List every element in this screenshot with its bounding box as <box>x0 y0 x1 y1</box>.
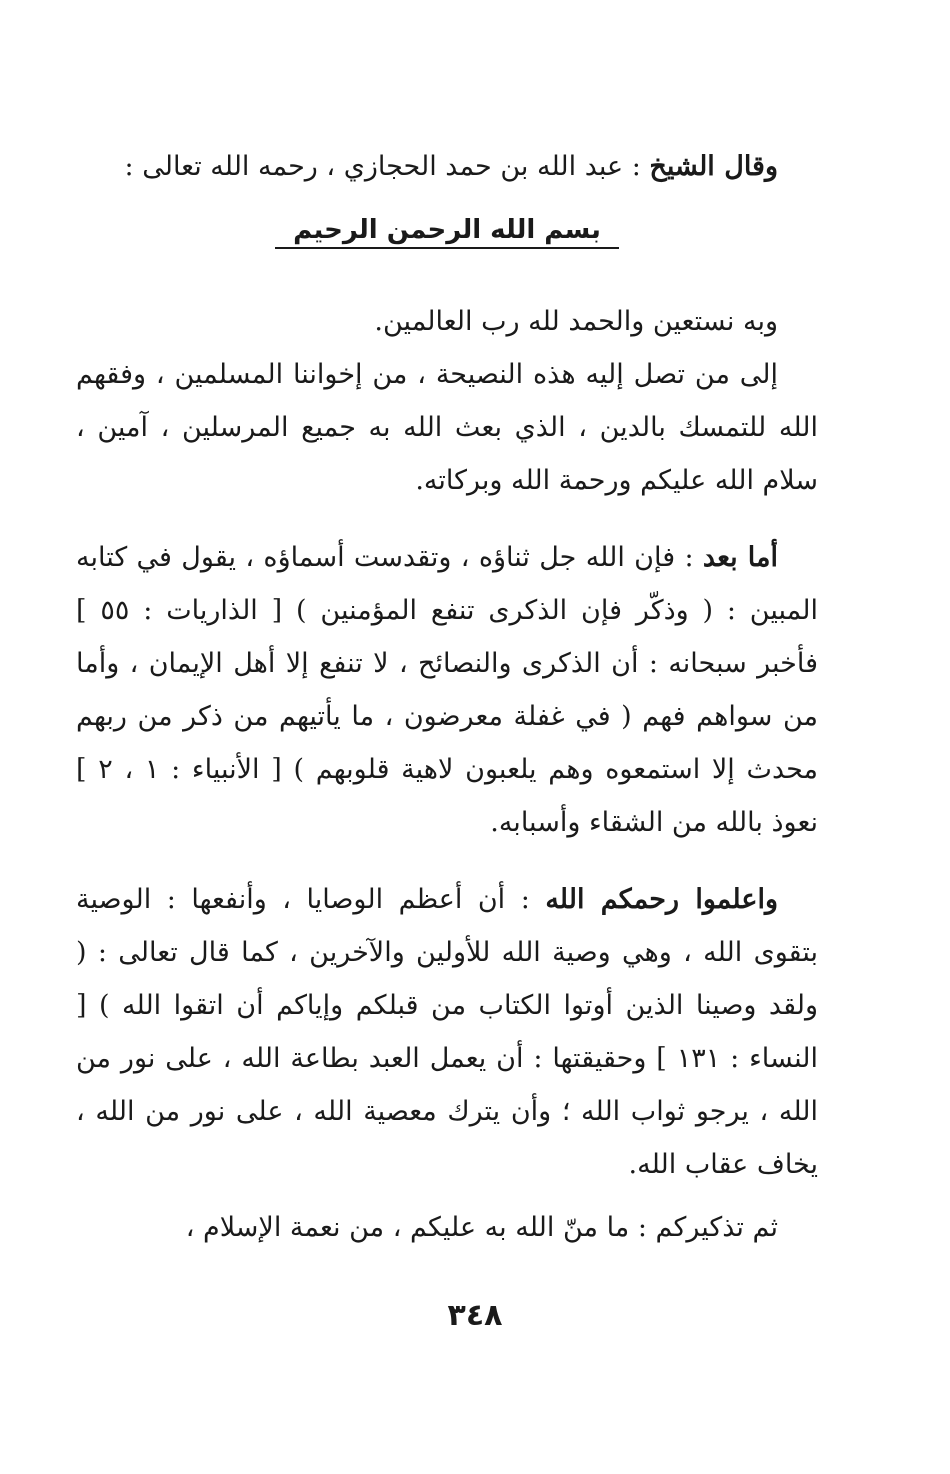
ialamu-paragraph <box>76 873 818 1191</box>
page-body <box>76 140 818 1474</box>
closing-line: ثم تذكيركم : ما منّ الله به عليكم ، من نعمة الإسلام ، <box>185 1212 778 1243</box>
amma-baad-paragraph <box>76 531 818 849</box>
intro-paragraph <box>76 140 818 193</box>
amma-baad-text: : فإن الله جل ثناؤه ، وتقدست أسماؤه ، يقول في كتابه المبين : ( وذكّر فإن الذكرى تنفع المؤمنين ) [ الذاريات : ٥٥ ] فأخبر سبحانه : أن الذكرى والنصائح ، لا تنفع إلا أهل الإيمان ، وأما من سواهم فهم ( في غفلة معرضون ، ما يأتيهم من ذكر من ربهم محدث إلا استمعوه وهم يلعبون لاهية قلوبهم ) [ الأنبياء : ١ ، ٢ ] نعوذ بالله من الشقاء وأسبابه. <box>76 542 819 838</box>
page-number: ٣٤٨ <box>447 1298 503 1333</box>
amma-baad-label: أما بعد <box>702 542 778 573</box>
address-paragraph: إلى من تصل إليه هذه النصيحة ، من إخواننا المسلمين ، وفقهم الله للتمسك بالدين ، الذي بعث الله به جميع المرسلين ، آمين ، سلام الله عليكم ورحمة الله وبركاته. <box>76 359 818 496</box>
speaker-text: : عبد الله بن حمد الحجازي ، رحمه الله تعالى : <box>124 151 650 182</box>
ialamu-label: واعلموا رحمكم الله <box>545 884 778 915</box>
speaker-label: وقال الشيخ <box>649 151 778 182</box>
opening-line: وبه نستعين والحمد لله رب العالمين. <box>374 306 778 337</box>
ialamu-text: : أن أعظم الوصايا ، وأنفعها : الوصية بتقوى الله ، وهي وصية الله للأولين والآخرين ، كما قال تعالى : ( ولقد وصينا الذين أوتوا الكتاب من قبلكم وإياكم أن اتقوا الله ) [ النساء : ١٣١ ] وحقيقتها : أن يعمل العبد بطاعة الله ، على نور من الله ، يرجو ثواب الله ؛ وأن يترك معصية الله ، على نور من الله ، يخاف عقاب الله. <box>76 884 818 1180</box>
basmala-heading: بسم الله الرحمن الرحيم <box>76 215 818 249</box>
